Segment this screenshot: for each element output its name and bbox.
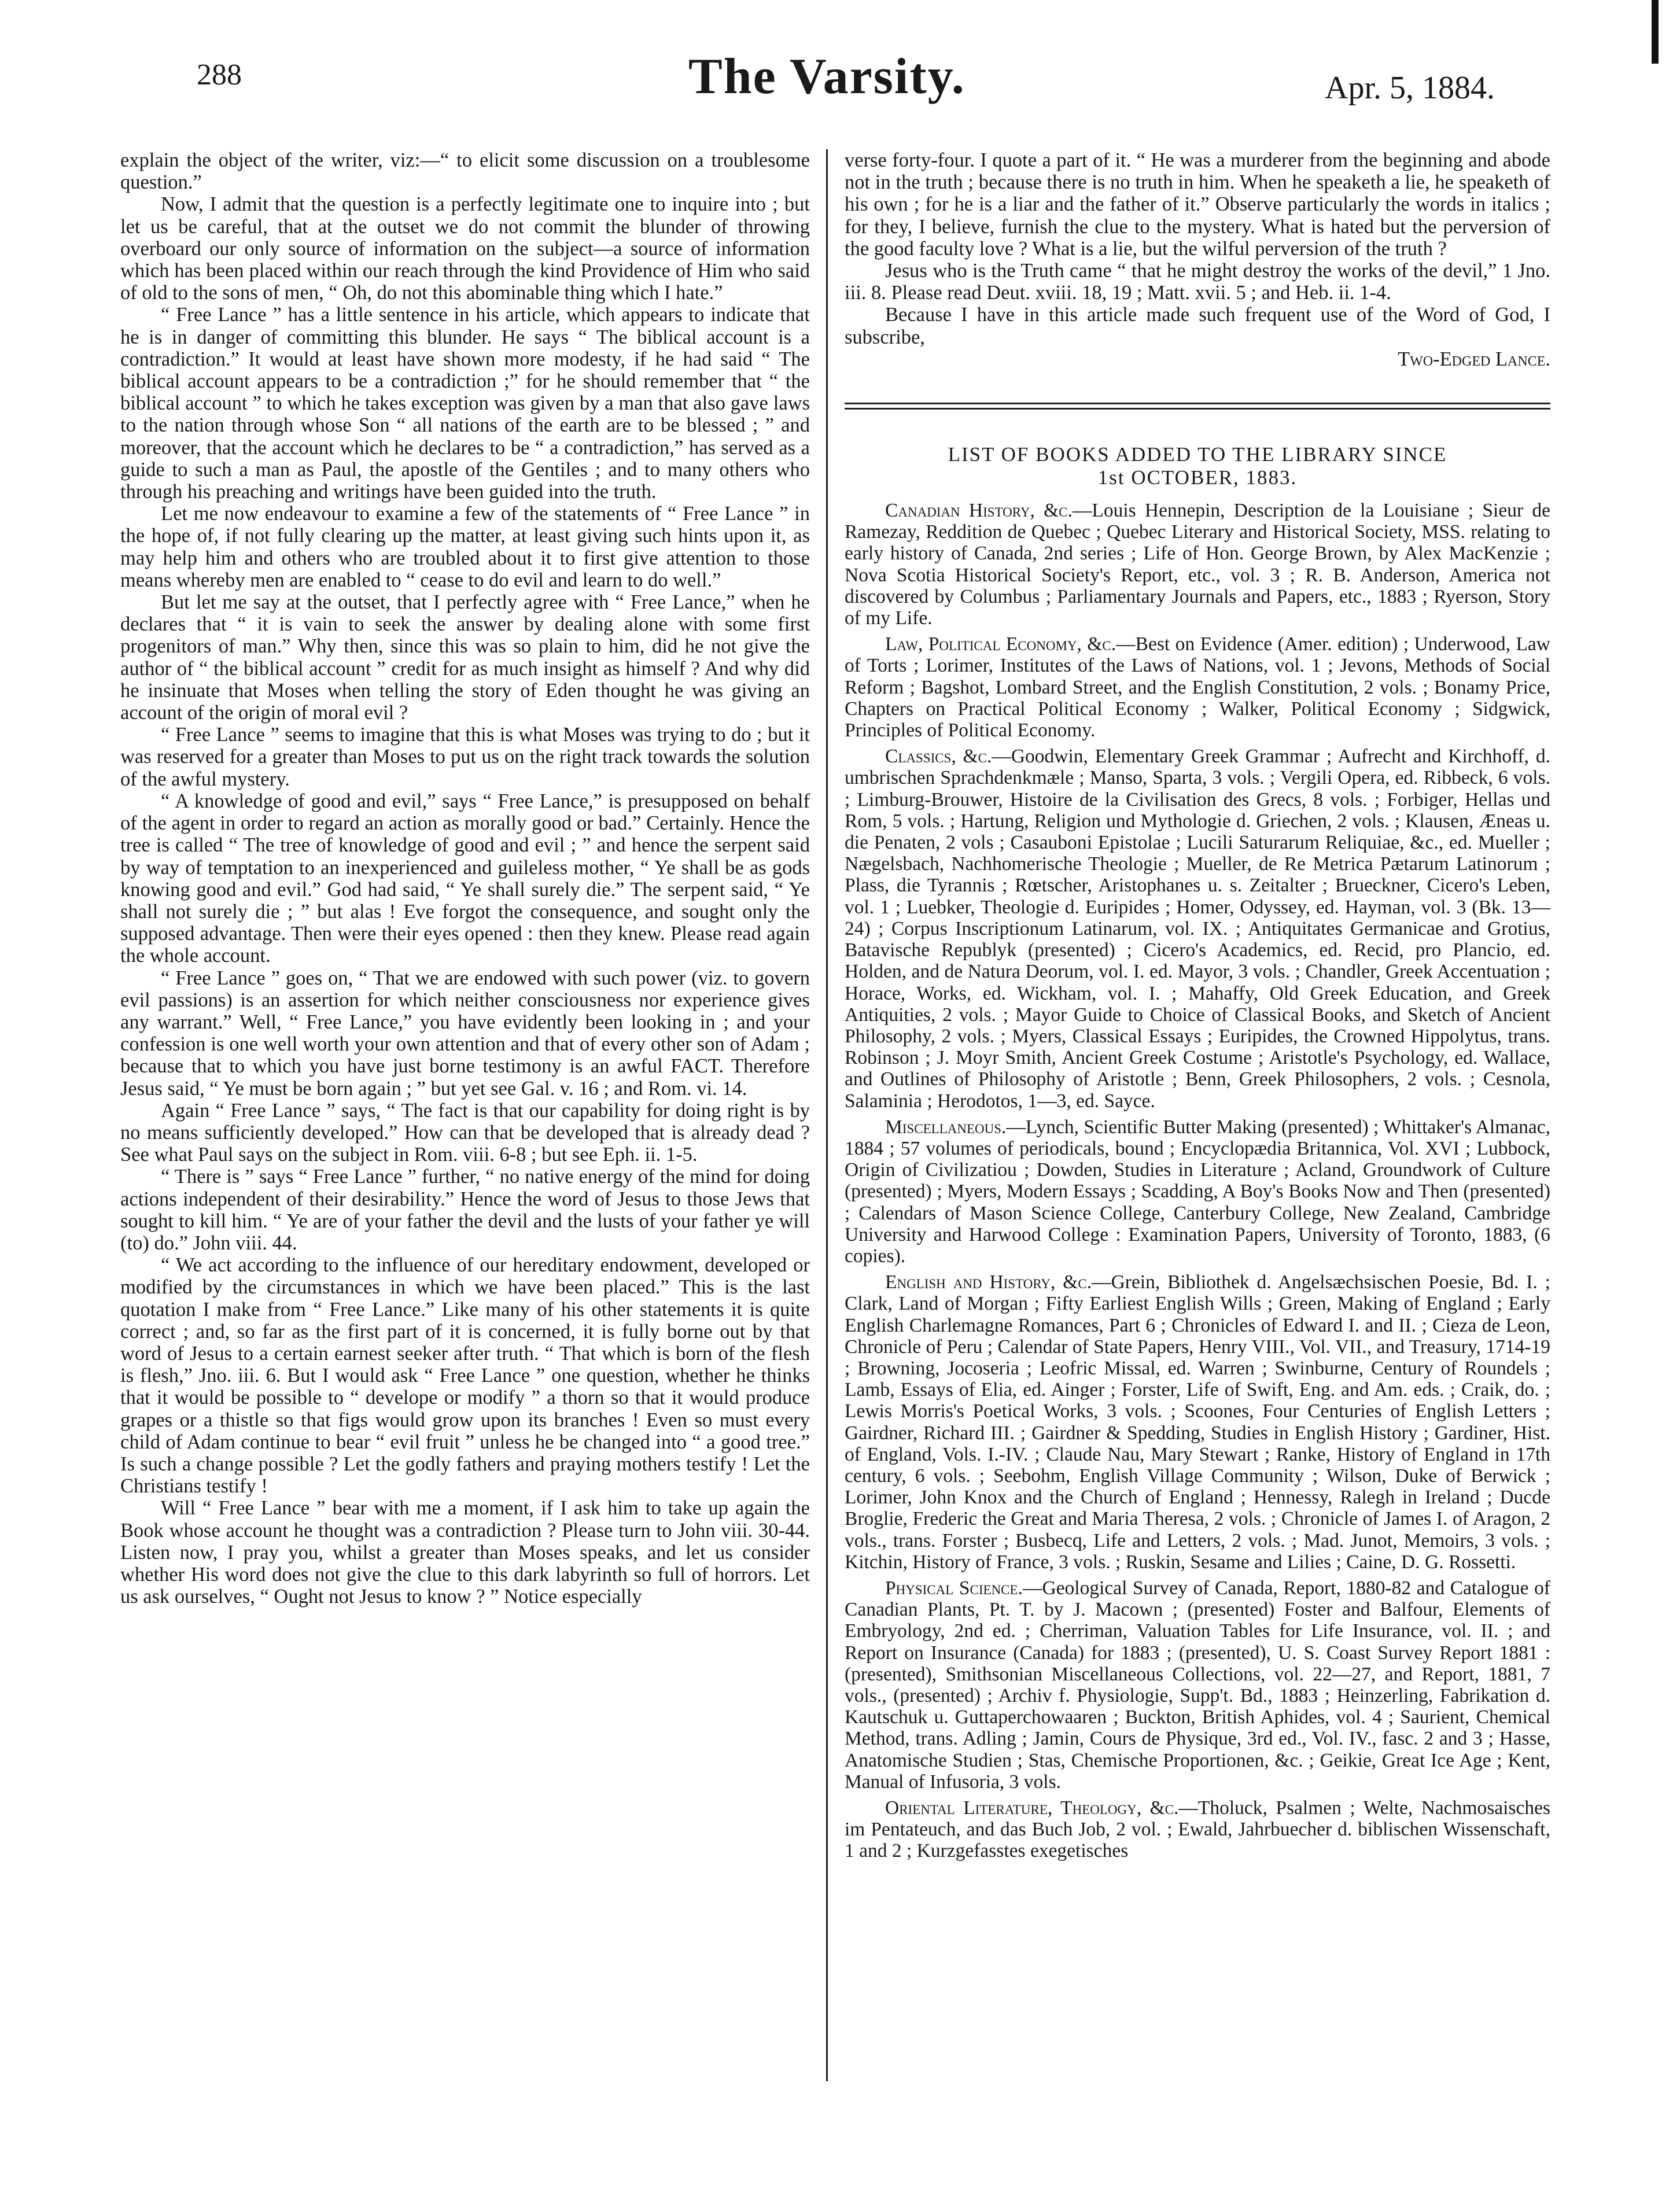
article-paragraph: Again “ Free Lance ” says, “ The fact is that our capability for doing right is by no means sufficiently developed.” How can that be developed that is already dead ? See what Paul says on the subject in Rom. viii. 6-8 ; but see Eph. ii. 1-5. [120, 1099, 810, 1166]
books-subtitle-line: 1st OCTOBER, 1883. [1097, 466, 1298, 489]
article-paragraph: But let me say at the outset, that I perfectly agree with “ Free Lance,” when he declares that “ it is vain to seek the answer by dealing alone with some first progenitors of man.” Why then, since this was so plain to him, did he not give the author of “ the biblical account ” credit for as much insight as himself ? And why did he insinuate that Moses when telling the story of Eden thought he was giving an account of the origin of moral evil ? [120, 591, 810, 724]
books-section [845, 1271, 1550, 1573]
page-number: 288 [197, 58, 242, 91]
section-text: —Louis Hennepin, Description de la Louisiane ; Sieur de Ramezay, Reddition de Quebec ; Quebec Literary and Historical Society, MSS. relating to early history of Canada, 2nd series ; Life of Hon. George Brown, by Alex MacKenzie ; Nova Scotia Historical Society's Report, etc., vol. 3 ; R. B. Anderson, America not discovered by Columbus ; Parliamentary Journals and Papers, etc., 1883 ; Ryerson, Story of my Life. [845, 500, 1550, 629]
section-text: —Tholuck, Psalmen ; Welte, Nachmosaisches im Pentateuch, and das Buch Job, 2 vol. ; Ewald, Jahrbuecher d. biblischen Wissenschaft, 1 and 2 ; Kurzgefasstes exegetisches [845, 1797, 1551, 1862]
section-heading: Physical Science. [885, 1577, 1023, 1599]
masthead: The Varsity. [688, 49, 966, 105]
issue-date: Apr. 5, 1884. [1325, 70, 1495, 106]
books-list-title [845, 443, 1550, 489]
books-list [845, 500, 1550, 1862]
signature-row [845, 348, 1550, 370]
section-heading: Law, Political Economy, &c. [885, 633, 1116, 655]
section-heading: Miscellaneous. [885, 1116, 1007, 1138]
article-paragraph: “ We act according to the influence of our hereditary endowment, developed or modified by the circumstances in which we have been placed.” This is the last quotation I make from “ Free Lance.” Like many of his other statements it is quite correct ; and, so far as the first part of it is concerned, it is fully borne out by that word of Jesus to a certain earnest seeker after truth. “ That which is born of the flesh is flesh,” Jno. iii. 6. But I would ask “ Free Lance ” one question, whether he thinks that it would be possible to “ develope or modify ” a thorn so that it would produce grapes or a thistle so that figs would grow upon its branches ! Even so must every child of Adam continue to bear “ evil fruit ” unless he be changed into “ a good tree.” Is such a change possible ? Let the godly fathers and praying mothers testify ! Let the Christians testify ! [120, 1254, 810, 1498]
article-paragraph: “ Free Lance ” goes on, “ That we are endowed with such power (viz. to govern evil passions) is an assertion for which neither consciousness nor experience gives any warrant.” Well, “ Free Lance,” you have evidently been looking in ; and your confession is one well worth your own attention and that of every other son of Adam ; because that to which you have just borne testimony is an awful FACT. Therefore Jesus said, “ Ye must be born again ; ” but yet see Gal. v. 16 ; and Rom. vi. 14. [120, 967, 810, 1100]
books-section [845, 1116, 1550, 1267]
section-text: —Lynch, Scientific Butter Making (presented) ; Whittaker's Almanac, 1884 ; 57 volumes of periodicals, bound ; Encyclopædia Britannica, Vol. XVI ; Lubbock, Origin of Civilizatiou ; Dowden, Studies in Literature ; Acland, Groundwork of Culture (presented) ; Myers, Modern Essays ; Scadding, A Boy's Books Now and Then (presented) ; Calendars of Mason Science College, Canterbury College, New Zealand, Cambridge University and Harwood College : Examination Papers, University of Toronto, 1883, (6 copies). [845, 1116, 1550, 1267]
section-rule [845, 403, 1550, 410]
section-heading: Classics, &c. [885, 746, 992, 768]
article-paragraph: Now, I admit that the question is a perfectly legitimate one to inquire into ; but let us be careful, that at the outset we do not commit the blunder of throwing overboard our only source of information on the subject—a source of information which has been placed within our reach through the kind Providence of Him who said of old to the sons of men, “ Oh, do not this abominable thing which I hate.” [120, 193, 810, 304]
page-edge-bar [1652, 0, 1659, 64]
author-signature: Two-Edged Lance. [1398, 348, 1550, 370]
section-text: —Geological Survey of Canada, Report, 1880-82 and Catalogue of Canadian Plants, Pt. T. by J. Macown ; (presented) Foster and Balfour, Elements of Embryology, 2nd ed. ; Cherriman, Valuation Tables for Life Insurance, vol. II. ; and Report on Insurance (Canada) for 1883 ; (presented), U. S. Coast Survey Report 1881 : (presented), Smithsonian Miscellaneous Collections, vol. 22—27, and Report, 1881, 7 vols., (presented) ; Archiv f. Physiologie, Supp't. Bd., 1883 ; Heinzerling, Fabrikation d. Kautschuk u. Guttaperchowaaren ; Buckton, British Aphides, vol. 4 ; Saurient, Chemical Method, trans. Adling ; Jamin, Cours de Physique, 3rd ed., Vol. IV., fasc. 2 and 3 ; Hasse, Anatomische Studien ; Stas, Chemische Proportionen, &c. ; Geikie, Great Ice Age ; Kent, Manual of Infusoria, 3 vols. [845, 1577, 1551, 1793]
article-paragraph: “ There is ” says “ Free Lance ” further, “ no native energy of the mind for doing actions independent of their desirability.” Hence the word of Jesus to those Jews that sought to kill him. “ Ye are of your father the devil and the lusts of your father ye will (to) do.” John viii. 44. [120, 1166, 810, 1254]
books-section [845, 1797, 1550, 1862]
article-paragraph: “ Free Lance ” has a little sentence in his article, which appears to indicate that he is in danger of committing this blunder. He says “ The biblical account is a contradiction.” It would at least have shown more modesty, if he had said “ The biblical account appears to be a contradiction ;” for he should remember that “ the biblical account ” to which he takes exception was given by a man that also gave laws to the nation through whose Son “ all nations of the earth are to be blessed ; ” and moreover, that the account which he declares to be “ a contradiction,” has served as a guide to such a man as Paul, the apostle of the Gentiles ; and to many others who through his preaching and writings have been guided into the truth. [120, 304, 810, 503]
article-paragraph: Will “ Free Lance ” bear with me a moment, if I ask him to take up again the Book whose account he thought was a contradiction ? Please turn to John viii. 30-44. Listen now, I pray you, whilst a greater than Moses speaks, and let us consider whether His word does not give the clue to this dark labyrinth so full of horrors. Let us ask ourselves, “ Ought not Jesus to know ? ” Notice especially [120, 1497, 810, 1608]
column-divider [826, 149, 828, 2081]
closing-line: Because I have in this article made such frequent use of the Word of God, I subscribe, [845, 304, 1550, 348]
books-section [845, 633, 1550, 741]
article-paragraph: Jesus who is the Truth came “ that he might destroy the works of the devil,” 1 Jno. iii. 8. Please read Deut. xviii. 18, 19 ; Matt. xvii. 5 ; and Heb. ii. 1-4. [845, 260, 1550, 304]
books-section [845, 746, 1550, 1111]
section-text: —Best on Evidence (Amer. edition) ; Underwood, Law of Torts ; Lorimer, Institutes of the Laws of Nations, vol. 1 ; Jevons, Methods of Social Reform ; Bagshot, Lombard Street, and the English Constitution, 2 vols. ; Bonamy Price, Chapters on Practical Political Economy ; Walker, Political Economy ; Sidgwick, Principles of Political Economy. [845, 633, 1550, 742]
section-heading: Canadian History, &c. [885, 500, 1073, 522]
section-text: —Grein, Bibliothek d. Angelsæchsischen Poesie, Bd. I. ; Clark, Land of Morgan ; Fifty Earliest English Wills ; Green, Making of England ; Early English Charlemagne Romances, Part 6 ; Chronicles of Edward I. and II. ; Cieza de Leon, Chronicle of Peru ; Calendar of State Papers, Henry VIII., Vol. VII., and Treasury, 1714-19 ; Browning, Jocoseria ; Leofric Missal, ed. Warren ; Swinburne, Century of Roundels ; Lamb, Essays of Elia, ed. Ainger ; Forster, Life of Swift, Eng. and Am. eds. ; Craik, do. ; Lewis Morris's Poetical Works, 3 vols. ; Scoones, Four Centuries of English Letters ; Gairdner, Richard III. ; Gairdner & Spedding, Studies in English History ; Gardiner, Hist. of England, Vols. I.-IV. ; Claude Nau, Mary Stewart ; Ranke, History of England in 17th century, 6 vols. ; Seebohm, English Village Community ; Wilson, Duke of Berwick ; Lorimer, John Knox and the Church of England ; Hennessy, Ralegh in Ireland ; Ducde Broglie, Frederic the Great and Maria Theresa, 2 vols. ; Chronicle of James I. of Aragon, 2 vols., trans. Forster ; Busbecq, Life and Letters, 2 vols. ; Mad. Junot, Memoirs, 3 vols. ; Kitchin, History of France, 3 vols. ; Ruskin, Sesame and Lilies ; Caine, D. G. Rossetti. [845, 1271, 1550, 1573]
books-section [845, 500, 1550, 629]
article-paragraph: explain the object of the writer, viz:—“ to elicit some discussion on a troublesome question.” [120, 149, 810, 194]
section-heading: Oriental Literature, Theology, &c. [885, 1797, 1179, 1819]
article-column-right [845, 149, 1550, 1867]
article-paragraph: “ Free Lance ” seems to imagine that this is what Moses was trying to do ; but it was reserved for a greater than Moses to put us on the right track towards the solution of the awful mystery. [120, 724, 810, 790]
section-text: —Goodwin, Elementary Greek Grammar ; Aufrecht and Kirchhoff, d. umbrischen Sprachdenkmæle ; Manso, Sparta, 3 vols. ; Vergili Opera, ed. Ribbeck, 6 vols. ; Limburg-Brouwer, Histoire de la Civilisation des Grecs, 8 vols. ; Forbiger, Hellas und Rom, 5 vols. ; Hartung, Religion und Mythologie d. Griechen, 2 vols. ; Klausen, Æneas u. die Penaten, 2 vols ; Casauboni Epistolae ; Lucili Saturarum Reliquiae, &c., ed. Mueller ; Nægelsbach, Nachhomerische Theologie ; Mueller, de Re Metrica Pætarum Latinorum ; Plass, die Tyrannis ; Rœtscher, Aristophanes u. s. Zeitalter ; Brueckner, Cicero's Leben, vol. 1 ; Luebker, Theologie d. Euripides ; Homer, Odyssey, ed. Hayman, vol. 3 (Bk. 13—24) ; Corpus Inscriptionum Latinarum, vol. IX. ; Antiquitates Germanicae and Grotius, Batavische Republyk (presented) ; Cicero's Academics, ed. Recid, pro Plancio, ed. Holden, and de Natura Deorum, vol. I. ed. Mayor, 3 vols. ; Chandler, Greek Accentuation ; Horace, Works, ed. Wickham, vol. I. ; Mahaffy, Old Greek Education, and Greek Antiquities, 2 vols. ; Mayor Guide to Choice of Classical Books, and Sketch of Ancient Philosophy, 2 vols. ; Myers, Classical Essays ; Euripides, the Crowned Hippolytus, trans. Robinson ; J. Moyr Smith, Ancient Greek Costume ; Aristotle's Psychology, ed. Wallace, and Outlines of Philosophy of Aristotle ; Benn, Greek Philosophers, 2 vols. ; Cesnola, Salaminia ; Herodotos, 1—3, ed. Sayce. [845, 746, 1550, 1112]
section-heading: English and History, &c. [885, 1271, 1092, 1293]
article-paragraph: verse forty-four. I quote a part of it. “ He was a murderer from the beginning and abode not in the truth ; because there is no truth in him. When he speaketh a lie, he speaketh of his own ; for he is a liar and the father of it.” Observe particularly the words in italics ; for they, I believe, furnish the clue to the mystery. What is hated but the perversion of the good faculty love ? What is a lie, but the wilful perversion of the truth ? [845, 149, 1550, 260]
article-column-left [120, 149, 810, 1608]
books-title-line: LIST OF BOOKS ADDED TO THE LIBRARY SINCE [948, 443, 1447, 466]
article-paragraph: “ A knowledge of good and evil,” says “ Free Lance,” is presupposed on behalf of the agent in order to regard an action as morally good or bad.” Certainly. Hence the tree is called “ The tree of knowledge of good and evil ; ” and hence the serpent said by way of temptation to an inexperienced and guileless mother, “ Ye shall be as gods knowing good and evil.” God had said, “ Ye shall surely die.” The serpent said, “ Ye shall not surely die ; ” but alas ! Eve forgot the consequence, and sought only the supposed advantage. Then were their eyes opened : then they knew. Please read again the whole account. [120, 790, 810, 967]
article-paragraph: Let me now endeavour to examine a few of the statements of “ Free Lance ” in the hope of, if not fully clearing up the matter, at least giving such hints upon it, as may help him and others who are troubled about it to first give attention to those means whereby men are enabled to “ cease to do evil and learn to do well.” [120, 503, 810, 591]
books-section [845, 1577, 1550, 1793]
article-signature-block [845, 304, 1550, 348]
